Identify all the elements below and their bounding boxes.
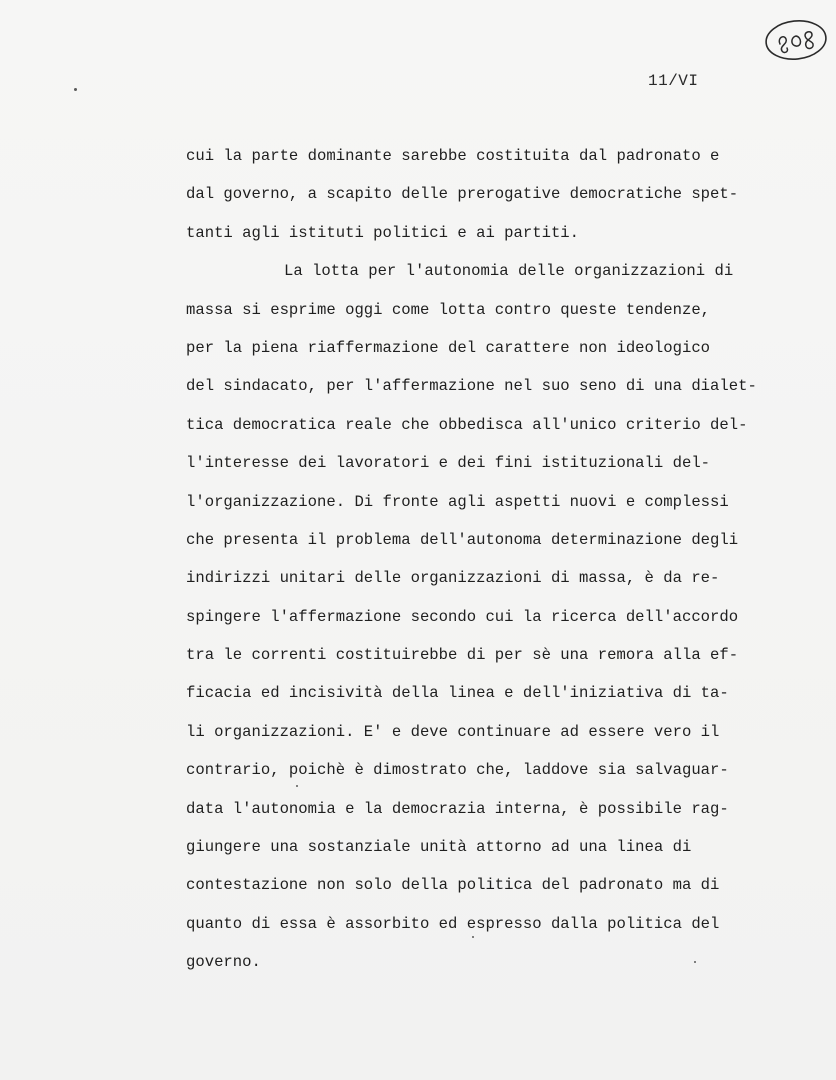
text-line: l'organizzazione. Di fronte agli aspetti nuovi e complessi [186, 492, 729, 511]
text-line: cui la parte dominante sarebbe costituita dal padronato e [186, 147, 720, 165]
text-line: indirizzi unitari delle organizzazioni di massa, è da re- [186, 569, 720, 588]
text-line: giungere una sostanziale unità attorno ad una linea di [186, 838, 692, 857]
text-line: tra le correnti costituirebbe di per sè una remora alla ef- [186, 646, 739, 665]
text-line: contestazione non solo della politica del padronato ma di [186, 876, 720, 895]
text-line: quanto di essa è assorbito ed espresso dalla politica del [186, 914, 720, 933]
text-line: dal governo, a scapito delle prerogative democratiche spet- [186, 185, 739, 204]
text-line: per la piena riaffermazione del carattere non ideologico [186, 338, 711, 357]
text-line: governo. [186, 953, 261, 972]
text-line: l'interesse dei lavoratori e dei fini istituzionali del- [186, 454, 711, 473]
paper-speck [74, 88, 77, 91]
text-line: massa si esprime oggi come lotta contro queste tendenze, [186, 300, 711, 319]
paragraph-start-line: La lotta per l'autonomia delle organizzazioni di [284, 262, 734, 281]
typed-body-text [186, 137, 786, 982]
text-line: tanti agli istituti politici e ai partiti. [186, 223, 580, 242]
text-line: ficacia ed incisività della linea e dell'iniziativa di ta- [186, 684, 729, 703]
archive-number-stamp [763, 18, 829, 62]
text-line: contrario, poichè è dimostrato che, laddove sia salvaguar- [186, 761, 729, 780]
page-reference: 11/VI [648, 72, 699, 90]
text-line: tica democratica reale che obbedisca all'unico criterio del- [186, 415, 748, 434]
text-line: che presenta il problema dell'autonoma determinazione degli [186, 530, 739, 549]
text-line: spingere l'affermazione secondo cui la ricerca dell'accordo [186, 607, 739, 626]
text-line: li organizzazioni. E' e deve continuare ad essere vero il [186, 722, 720, 741]
text-line: del sindacato, per l'affermazione nel suo seno di una dialet- [186, 377, 757, 396]
text-line: data l'autonomia e la democrazia interna, è possibile rag- [186, 799, 729, 818]
